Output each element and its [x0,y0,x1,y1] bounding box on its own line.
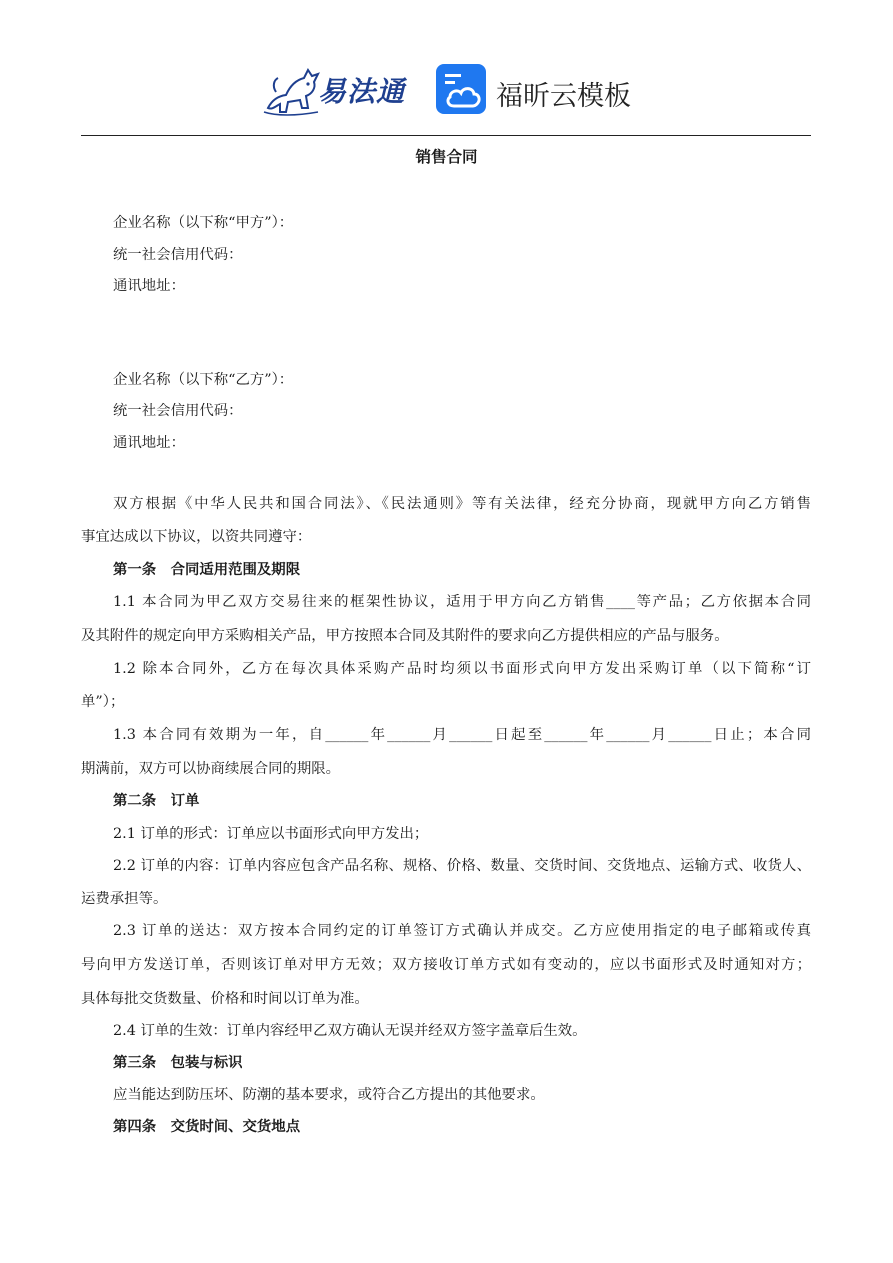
article-2-heading: 第二条 订单 [113,793,200,809]
clause-1-2-line-2: 单”）； [81,694,125,710]
clause-2-4: 2.4 订单的生效：订单内容经甲乙双方确认无误并经双方签字盖章后生效。 [113,1023,587,1039]
party-b-name: 企业名称（以下称“乙方”）： [113,372,294,388]
document-header [0,58,893,124]
clause-1-1-line-1: 1.1 本合同为甲乙双方交易往来的框架性协议，适用于甲方向乙方销售____等产品；乙方依据本合同 [113,594,811,610]
article-3-text: 应当能达到防压坏、防潮的基本要求，或符合乙方提出的其他要求。 [113,1087,545,1103]
clause-1-3-line-2: 期满前，双方可以协商续展合同的期限。 [81,761,341,777]
party-b-credit-code: 统一社会信用代码： [113,403,243,419]
header-divider [81,135,811,136]
clause-2-3-line-2: 号向甲方发送订单，否则该订单对甲方无效；双方接收订单方式如有变动的，应以书面形式及时通知对方； [81,957,811,973]
foxit-logo [436,62,636,118]
document-title: 销售合同 [415,148,478,166]
yifatong-logo-text: 易法通 [318,75,406,108]
clause-2-2-line-1: 2.2 订单的内容：订单内容应包含产品名称、规格、价格、数量、交货时间、交货地点、运输方式、收货人、 [113,858,811,874]
article-1-heading: 第一条 合同适用范围及期限 [113,562,301,578]
clause-2-3-line-1: 2.3 订单的送达：双方按本合同约定的订单签订方式确认并成交。乙方应使用指定的电子邮箱或传真 [113,923,811,939]
clause-2-3-line-3: 具体每批交货数量、价格和时间以订单为准。 [81,991,369,1007]
party-a-address: 通讯地址： [113,278,185,294]
yifatong-logo [262,62,414,118]
article-4-heading: 第四条 交货时间、交货地点 [113,1119,301,1135]
party-a-name: 企业名称（以下称“甲方”）： [113,215,294,231]
qilin-icon [262,62,322,118]
foxit-cloud-icon [436,64,486,114]
preamble-line-2: 事宜达成以下协议，以资共同遵守： [81,529,312,545]
clause-2-2-line-2: 运费承担等。 [81,891,168,907]
clause-1-1-line-2: 及其附件的规定向甲方采购相关产品，甲方按照本合同及其附件的要求向乙方提供相应的产品与服务。 [81,628,729,644]
clause-1-2-line-1: 1.2 除本合同外，乙方在每次具体采购产品时均须以书面形式向甲方发出采购订单（以下简称“订 [113,661,811,677]
clause-2-1: 2.1 订单的形式：订单应以书面形式向甲方发出； [113,826,429,842]
article-3-heading: 第三条 包装与标识 [113,1055,243,1071]
party-a-credit-code: 统一社会信用代码： [113,247,243,263]
party-b-address: 通讯地址： [113,435,185,451]
foxit-logo-text: 福昕云模板 [496,81,631,112]
preamble-line-1: 双方根据《中华人民共和国合同法》、《民法通则》等有关法律，经充分协商，现就甲方向乙方销售 [113,496,811,512]
clause-1-3-line-1: 1.3 本合同有效期为一年，自______年______月______日起至______年______月______日止；本合同 [113,727,811,743]
